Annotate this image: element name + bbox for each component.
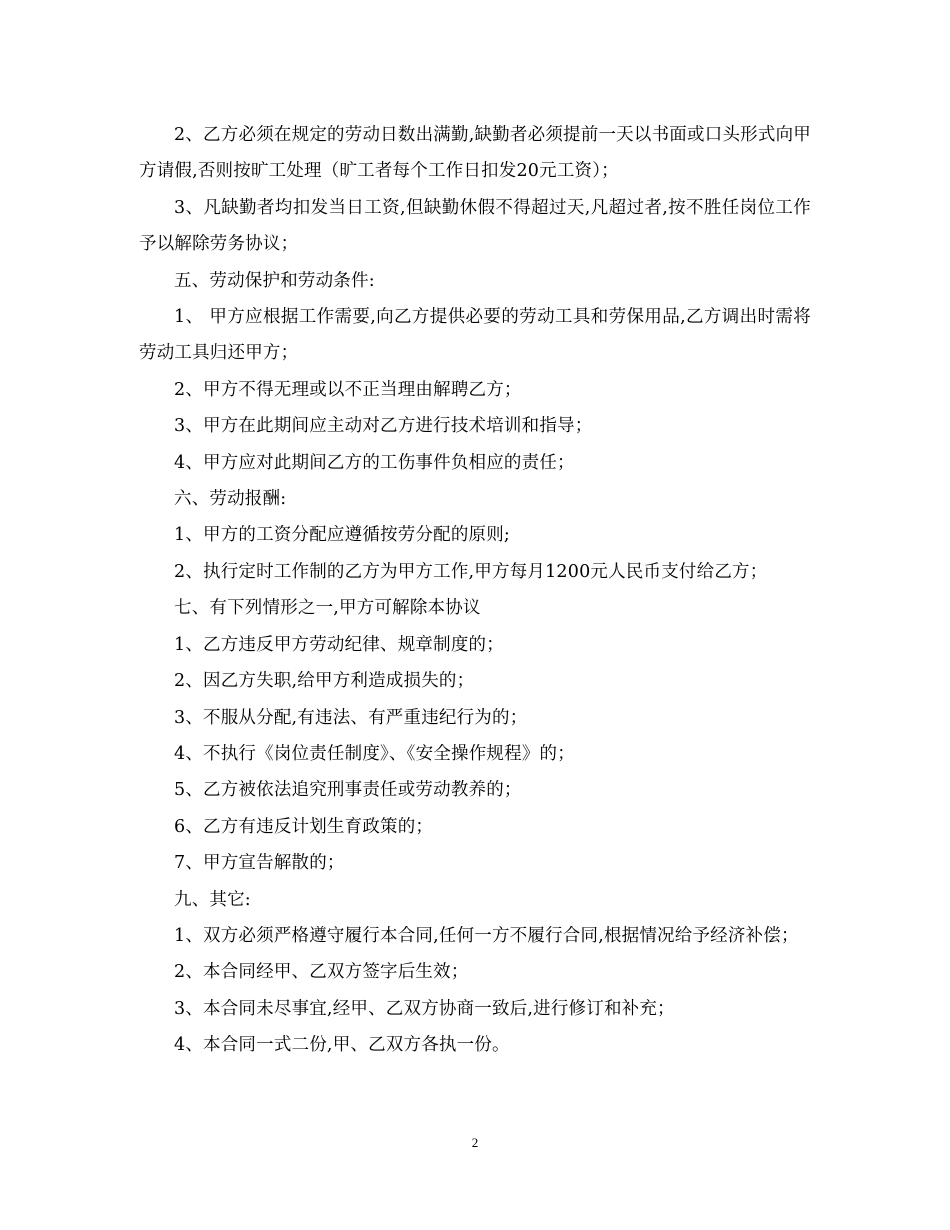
section-heading-remuneration: 六、劳动报酬: [174,489,287,510]
termination-item: 2、因乙方失职,给甲方利造成损失的； [174,671,475,692]
termination-item: 4、不执行《岗位责任制度》、《安全操作规程》的； [174,743,575,764]
paragraph-absence-deduction: 3、凡缺勤者均扣发当日工资,但缺勤休假不得超过天,凡超过者,按不胜任岗位工作予以解除劳务协议； [139,197,811,255]
paragraph-training: 3、甲方在此期间应主动对乙方进行技术培训和指导； [174,416,593,437]
paragraph-no-unjust-dismissal: 2、甲方不得无理或以不正当理由解聘乙方； [174,379,522,400]
paragraph-attendance-rule: 2、乙方必须在规定的劳动日数出满勤,缺勤者必须提前一天以书面或口头形式向甲方请假,否则按旷工处理（旷工者每个工作日扣发20元工资）； [139,125,811,182]
paragraph-effective: 2、本合同经甲、乙双方签字后生效； [174,962,469,983]
paragraph-compliance: 1、双方必须严格遵守履行本合同,任何一方不履行合同,根据情况给予经济补偿； [174,925,799,946]
paragraph-copies: 4、本合同一式二份,甲、乙双方各执一份。 [174,1035,510,1056]
termination-item: 1、乙方违反甲方劳动纪律、规章制度的； [174,634,504,655]
paragraph-injury-liability: 4、甲方应对此期间乙方的工伤事件负相应的责任； [174,452,575,473]
page-number: 2 [471,1135,479,1150]
document-body [139,117,811,1064]
paragraph-wage-principle: 1、甲方的工资分配应遵循按劳分配的原则; [174,525,511,546]
section-heading-labor-protection: 五、劳动保护和劳动条件: [174,270,375,291]
section-heading-other: 九、其它: [174,889,251,910]
termination-item: 5、乙方被依法追究刑事责任或劳动教养的； [174,780,522,801]
paragraph-tools-provision: 1、 甲方应根据工作需要,向乙方提供必要的劳动工具和劳保用品,乙方调出时需将劳动工具归还甲方； [139,307,811,364]
termination-item: 3、不服从分配,有违法、有严重违纪行为的； [174,707,528,728]
termination-item: 6、乙方有违反计划生育政策的； [174,816,434,837]
paragraph-amendment: 3、本合同未尽事宜,经甲、乙双方协商一致后,进行修订和补充； [174,998,675,1019]
paragraph-monthly-pay: 2、执行定时工作制的乙方为甲方工作,甲方每月1200元人民币支付给乙方； [174,561,768,582]
section-heading-termination: 七、有下列情形之一,甲方可解除本协议 [174,598,481,619]
termination-item: 7、甲方宣告解散的； [174,853,345,874]
